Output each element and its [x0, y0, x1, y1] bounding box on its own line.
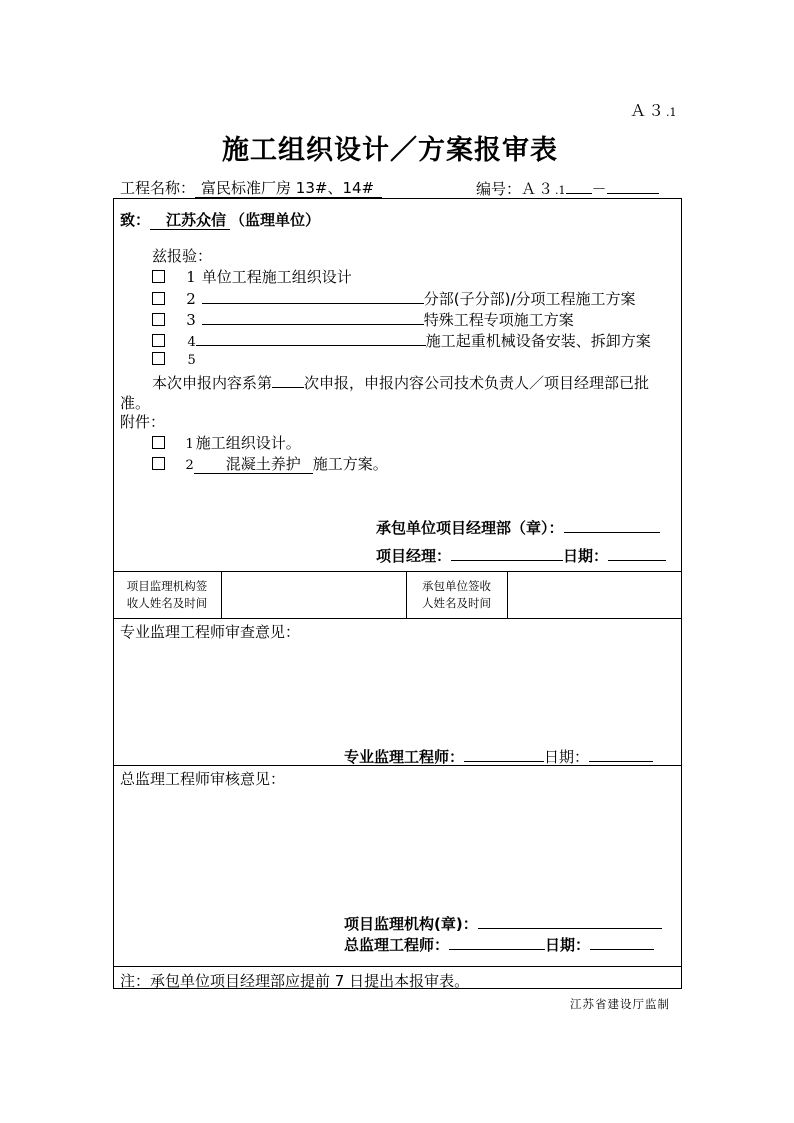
item-3-blank[interactable] — [202, 308, 424, 325]
item-4-label: 施工起重机械设备安装、拆卸方案 — [425, 332, 651, 350]
divider-receipt-bottom — [113, 618, 682, 619]
chief-review-label: 总监理工程师审核意见： — [120, 770, 286, 788]
declaration-line — [152, 371, 649, 393]
item-1-label: 单位工程施工组织设计 — [201, 268, 352, 286]
specialist-review-label: 专业监理工程师审查意见： — [120, 623, 301, 641]
attachment-2-number: 2 — [185, 458, 194, 473]
item-3-number: 3 — [186, 311, 196, 329]
contractor-dept-row — [376, 516, 660, 538]
pm-signature-field[interactable] — [451, 544, 563, 561]
attachment-1-label: 施工组织设计。 — [195, 434, 301, 452]
project-name-row — [120, 177, 382, 198]
form-code-main: Ａ３ — [630, 101, 667, 120]
list-item — [152, 350, 196, 368]
project-name-value[interactable]: 富民标准厂房 13#、14# — [195, 179, 382, 198]
submit-intro: 兹报验： — [152, 247, 213, 265]
contractor-receipt-field[interactable] — [508, 572, 681, 618]
specialist-date-label: 日期： — [544, 748, 590, 766]
chief-org-label: 项目监理机构(章)： — [344, 915, 478, 933]
supervisor-receipt-field[interactable] — [222, 572, 406, 618]
number-row — [476, 177, 659, 199]
chief-review-textarea[interactable] — [115, 789, 680, 905]
page-title: 施工组织设计／方案报审表 — [222, 135, 558, 166]
form-code-sub: .1 — [666, 106, 677, 119]
list-item — [152, 266, 352, 287]
to-label: 致： — [120, 211, 151, 229]
item-1-number: 1 — [186, 268, 196, 286]
contractor-receipt-label — [406, 578, 507, 612]
form-code — [630, 98, 677, 121]
item-3-checkbox[interactable] — [152, 313, 165, 326]
divider-note-top — [113, 966, 682, 967]
item-1-checkbox[interactable] — [152, 270, 165, 283]
item-5-checkbox[interactable] — [152, 352, 165, 365]
attachment-2-fill[interactable]: 混凝土养护 — [194, 455, 313, 474]
item-4-number: 4 — [187, 335, 196, 350]
specialist-date-field[interactable] — [589, 745, 653, 762]
number-separator: － — [591, 180, 607, 198]
chief-date-field[interactable] — [590, 933, 654, 950]
to-value[interactable]: 江苏众信 — [150, 211, 230, 230]
number-field-2[interactable] — [607, 177, 659, 194]
note-text: 注：承包单位项目经理部应提前 7 日提出本报审表。 — [120, 972, 470, 990]
footer-issuer: 江苏省建设厅监制 — [570, 997, 670, 1011]
number-field-1[interactable] — [566, 177, 592, 194]
chief-signature-field[interactable] — [449, 933, 545, 950]
number-code-main: Ａ３ — [521, 180, 556, 198]
contractor-dept-label: 承包单位项目经理部（章）： — [376, 519, 564, 537]
attachments-label: 附件： — [120, 413, 166, 431]
pm-row — [376, 544, 666, 566]
attachment-2-label: 施工方案。 — [312, 455, 388, 473]
list-item — [152, 453, 388, 474]
declaration-part-c: 准。 — [120, 394, 151, 412]
number-code — [521, 180, 566, 198]
chief-signer-label: 总监理工程师： — [344, 936, 450, 954]
supervisor-receipt-line-2: 收人姓名及时间 — [126, 596, 208, 610]
contractor-dept-seal-field[interactable] — [564, 516, 660, 533]
number-code-sub: .1 — [555, 184, 566, 197]
chief-org-row — [344, 912, 662, 934]
supervisor-receipt-label — [113, 578, 221, 612]
list-item — [152, 329, 651, 351]
list-item — [152, 308, 574, 330]
list-item — [152, 432, 301, 453]
list-item — [152, 287, 636, 309]
item-2-number: 2 — [186, 290, 196, 308]
item-4-blank[interactable] — [196, 329, 426, 346]
submission-count-field[interactable] — [272, 371, 304, 388]
declaration-part-a: 本次申报内容系第 — [152, 374, 273, 392]
project-name-label: 工程名称： — [120, 179, 196, 197]
item-4-checkbox[interactable] — [152, 334, 165, 347]
to-line — [120, 209, 320, 230]
chief-date-label: 日期： — [545, 936, 591, 954]
supervisor-receipt-line-1: 项目监理机构签 — [126, 579, 208, 593]
chief-org-seal-field[interactable] — [478, 912, 662, 929]
attachment-1-number: 1 — [185, 437, 194, 452]
attachment-2-checkbox[interactable] — [152, 457, 165, 470]
specialist-sign-row — [344, 745, 653, 767]
pm-date-label: 日期： — [563, 547, 609, 565]
item-2-checkbox[interactable] — [152, 292, 165, 305]
number-label: 编号： — [476, 180, 522, 198]
attachment-1-checkbox[interactable] — [152, 436, 165, 449]
pm-label: 项目经理： — [376, 547, 452, 565]
contractor-receipt-line-1: 承包单位签收 — [422, 579, 491, 593]
to-suffix: （监理单位） — [230, 211, 321, 229]
pm-date-field[interactable] — [608, 544, 666, 561]
declaration-part-b: 次申报，申报内容公司技术负责人／项目经理部已批 — [304, 374, 650, 392]
item-3-label: 特殊工程专项施工方案 — [423, 311, 574, 329]
specialist-signature-field[interactable] — [464, 745, 544, 762]
item-2-label: 分部(子分部)/分项工程施工方案 — [423, 290, 636, 308]
contractor-receipt-line-2: 人姓名及时间 — [422, 596, 491, 610]
specialist-signer-label: 专业监理工程师： — [344, 748, 465, 766]
item-5-number: 5 — [187, 353, 196, 368]
specialist-review-textarea[interactable] — [115, 642, 680, 742]
chief-sign-row — [344, 933, 654, 955]
item-2-blank[interactable] — [202, 287, 424, 304]
